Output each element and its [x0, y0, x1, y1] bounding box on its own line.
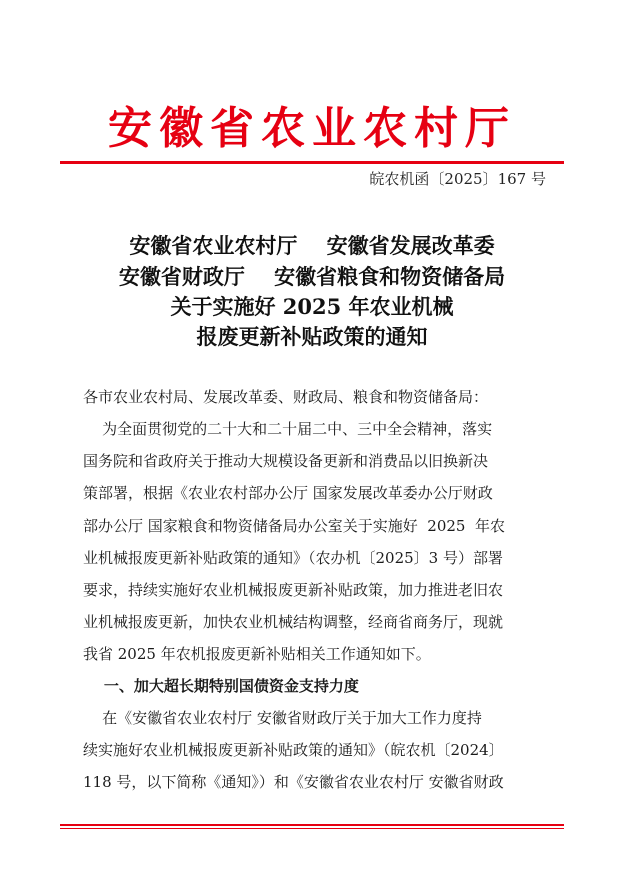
paragraph-line: 策部署，根据《农业农村部办公厅 国家发展改革委办公厅财政: [83, 484, 493, 502]
footer-red-rule: [60, 824, 564, 826]
document-number: 皖农机函〔2025〕167 号: [369, 170, 546, 188]
paragraph-line: 要求，持续实施好农业机械报废更新补贴政策，加力推进老旧农: [83, 581, 504, 599]
footer-red-rule-thin: [60, 828, 564, 829]
issuing-authority-header: 安徽省农业农村厅: [108, 103, 516, 154]
section-heading-1: 一、加大超长期特别国债资金支持力度: [83, 677, 359, 695]
paragraph-line: 我省 2025 年农机报废更新补贴相关工作通知如下。: [83, 645, 431, 663]
paragraph-line: 部办公厅 国家粮食和物资储备局办公室关于实施好 2025 年农: [83, 517, 506, 535]
paragraph-line: 续实施好农业机械报废更新补贴政策的通知》（皖农机〔2024〕: [83, 741, 504, 759]
header-red-rule: [60, 161, 564, 164]
paragraph-line: 国务院和省政府关于推动大规模设备更新和消费品以旧换新决: [83, 452, 489, 470]
paragraph-line: 业机械报废更新补贴政策的通知》（农办机〔2025〕3 号）部署: [83, 549, 503, 567]
addressee-line: 各市农业农村局、发展改革委、财政局、粮食和物资储备局：: [83, 388, 489, 406]
title-line-1: 安徽省农业农村厅 安徽省发展改革委: [129, 233, 495, 258]
title-line-2: 安徽省财政厅 安徽省粮食和物资储备局: [118, 264, 506, 289]
paragraph-line: 118 号，以下简称《通知》）和《安徽省农业农村厅 安徽省财政: [83, 773, 504, 791]
title-line-3: 关于实施好 2025 年农业机械: [170, 294, 454, 319]
paragraph-line: 在《安徽省农业农村厅 安徽省财政厅关于加大工作力度持: [83, 709, 482, 727]
title-line-4: 报废更新补贴政策的通知: [196, 324, 428, 349]
paragraph-line: 为全面贯彻党的二十大和二十届二中、三中全会精神，落实: [83, 420, 493, 438]
paragraph-line: 业机械报废更新，加快农业机械结构调整，经商省商务厅，现就: [83, 613, 504, 631]
